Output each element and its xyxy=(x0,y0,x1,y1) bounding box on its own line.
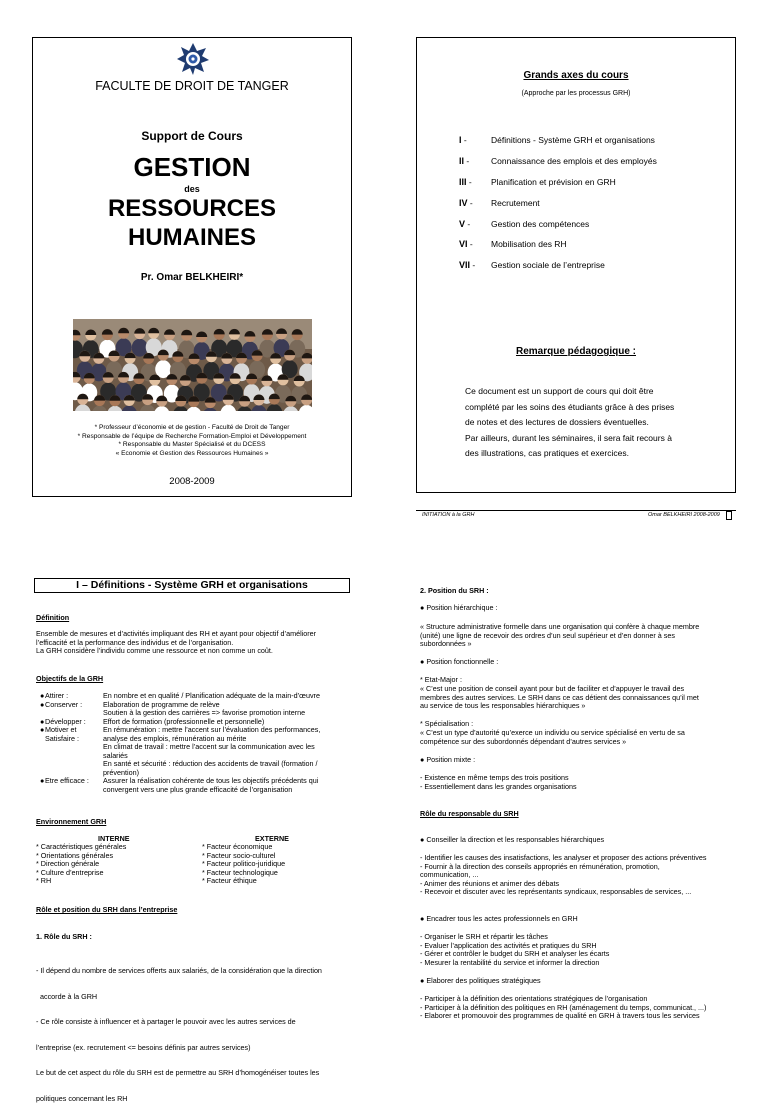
externe-heading: EXTERNE xyxy=(255,834,289,843)
strategy-text: - Participer à la définition des orientations stratégiques de l’organisation - Participer à la définition des politiques en RH (aménagement du temps, communicat., ...) - Elaborer et promouvoir des programmes de qualité en GRH à travers tous les services xyxy=(420,994,707,1020)
title-humaines: HUMAINES xyxy=(127,224,256,251)
objectives-list xyxy=(40,692,350,794)
note-line: * Professeur d’économie et de gestion - Faculté de Droit de Tanger xyxy=(94,424,290,431)
etat-major-heading: * Etat-Major : xyxy=(420,675,462,684)
remark-title: Remarque pédagogique : xyxy=(515,346,636,357)
objective-item: ● Motiver et Satisfaire : En rémunération : mettre l’accent sur l’évaluation des performances, analyse des emplois, rémunération au mérite En climat de travail : mettre l’accent sur la communication avec les salariés En santé et sécurité : réduction des accidents de travail (formation / prévention) xyxy=(40,725,321,777)
supervise-text: - Organiser le SRH et répartir les tâches - Evaluer l’application des activités et pratiques du SRH - Gérer et contrôler le budget du SRH et analyser les écarts - Mesurer la rentabilité du service et informer la direction xyxy=(420,932,610,967)
title-des: des xyxy=(184,184,200,194)
faculty-logo-icon xyxy=(176,42,210,76)
axes-list xyxy=(459,130,729,276)
externe-list: * Facteur économique * Facteur socio-culturel * Facteur politico-juridique * Facteur technologique * Facteur éthique xyxy=(202,842,286,885)
interne-heading: INTERNE xyxy=(98,834,130,843)
objectives-heading: Objectifs de la GRH xyxy=(36,674,104,683)
interne-list: * Caractéristiques générales * Orientations générales * Direction générale * Culture d’entreprise * RH xyxy=(36,842,127,885)
axes-title: Grands axes du cours xyxy=(523,70,629,81)
advise-text: - Identifier les causes des insatisfactions, les analyser et proposer des actions préventives - Fournir à la direction des conseils appropriés en rémunération, promotion, communication, ... - Animer des réunions et animer des débats - Recevoir et discuter avec les représentants syndicaux, responsables de services, ... xyxy=(420,853,707,896)
note-line: * Responsable de l’équipe de Recherche Formation-Emploi et Développement xyxy=(77,432,307,440)
title-gestion: GESTION xyxy=(133,152,251,182)
note-line: « Economie et Gestion des Ressources Humaines » xyxy=(115,449,269,457)
page-marker xyxy=(726,511,732,520)
objective-item: ● Développer : Effort de formation (professionnelle et personnelle) xyxy=(40,716,265,726)
etat-major-text: « C’est une position de conseil ayant pour but de faciliter et d’appuyer le travail des membres des autres services. Le SRH dans ce cas détient des connaissances qu’il met au service de tous les responsables hiérarchiques » xyxy=(420,684,699,710)
section-title: I – Définitions - Système GRH et organisations xyxy=(34,578,350,593)
axis-item: III - Planification et prévision en GRH xyxy=(459,176,616,187)
axis-item: VI - Mobilisation des RH xyxy=(459,239,567,250)
functional-heading: ● Position fonctionnelle : xyxy=(420,657,499,666)
role1-text: - Il dépend du nombre de services offerts aux salariés, de la considération que la direction accorde à la GRH - Ce rôle consiste à influencer et à partager le pouvoir avec les autres services de l’entreprise (ex. recrutement <= besoins définis par autres services) Le but de cet aspect du rôle du SRH est de permettre au SRH d’homogénéiser toutes les politiques concernant les RH xyxy=(36,966,322,1103)
objective-item: ● Etre efficace : Assurer la réalisation cohérente de tous les objectifs précédents qui convergent vers une plus grande efficacité de l’organisation xyxy=(40,776,319,794)
specialisation-text: « C’est un type d’autorité qu’exerce un individu ou service spécialisé en vertu de sa compétence sur des subordonnés dépendant d’autres services » xyxy=(420,728,685,746)
strategy-heading: ● Elaborer des politiques stratégiques xyxy=(420,976,541,985)
faculty-name: FACULTE DE DROIT DE TANGER xyxy=(95,79,289,93)
support-label: Support de Cours xyxy=(141,129,243,143)
cover-page xyxy=(32,37,352,497)
author-name: Pr. Omar BELKHEIRI* xyxy=(140,272,244,283)
axes-subtitle: (Approche par les processus GRH) xyxy=(521,90,631,97)
academic-year: 2008-2009 xyxy=(169,476,215,487)
role1-heading: 1. Rôle du SRH : xyxy=(36,932,92,941)
footer-rule xyxy=(416,510,736,511)
hierarchical-text: « Structure administrative formelle dans une organisation qui confère à chaque membre (unité) une ligne de recevoir des ordres d’un seul supérieur et d’en donner à ses subordonnées » xyxy=(420,622,700,648)
position-heading: 2. Position du SRH : xyxy=(420,586,489,595)
axis-item: VII - Gestion sociale de l’entreprise xyxy=(459,260,605,271)
note-line: * Responsable du Master Spécialisé et du DCESS xyxy=(118,441,266,448)
axis-item: V - Gestion des compétences xyxy=(459,218,590,229)
mixed-heading: ● Position mixte : xyxy=(420,755,476,764)
footer-left: INITIATION à la GRH xyxy=(422,512,475,518)
footer-right: Omar BELKHEIRI 2008-2009 xyxy=(648,512,720,518)
mixed-text: - Existence en même temps des trois positions - Essentiellement dans les grandes organisations xyxy=(420,773,577,791)
objective-item: ● Conserver : Elaboration de programme de relève Soutien à la gestion des carrières => favorise promotion interne xyxy=(40,699,306,717)
remark-paragraph: Ce document est un support de cours qui doit être complété par les soins des étudiants grâce à des prises de notes et des lectures de dossiers éventuelles. Par ailleurs, durant les séminaires, il sera fait recours à des illustrations, cas pratiques et exercices. xyxy=(465,386,675,458)
author-notes xyxy=(33,424,351,458)
responsible-heading: Rôle du responsable du SRH xyxy=(420,809,519,818)
environment-heading: Environnement GRH xyxy=(36,817,107,826)
course-axes-page xyxy=(416,37,736,493)
axis-item: I - Définitions - Système GRH et organisations xyxy=(459,135,655,146)
axis-item: II - Connaissance des emplois et des employés xyxy=(459,156,657,167)
objective-item: ● Attirer : En nombre et en qualité / Planification adéquate de la main-d’œuvre xyxy=(40,691,320,700)
role-position-heading: Rôle et position du SRH dans l’entreprise xyxy=(36,905,178,914)
crowd-photo xyxy=(73,319,312,411)
specialisation-heading: * Spécialisation : xyxy=(420,719,474,728)
advise-heading: ● Conseiller la direction et les responsables hiérarchiques xyxy=(420,835,605,844)
supervise-heading: ● Encadrer tous les actes professionnels en GRH xyxy=(420,914,578,923)
hierarchical-heading: ● Position hiérarchique : xyxy=(420,603,498,612)
axis-item: IV - Recrutement xyxy=(459,197,540,208)
definition-heading: Définition xyxy=(36,613,70,622)
definition-text: Ensemble de mesures et d’activités impliquant des RH et ayant pour objectif d’améliorer l’efficacité et la performance des individus et de l’organisation. La GRH considère l’individu comme une ressource et non comme un coût. xyxy=(36,629,317,655)
title-ressources: RESSOURCES xyxy=(107,195,277,222)
